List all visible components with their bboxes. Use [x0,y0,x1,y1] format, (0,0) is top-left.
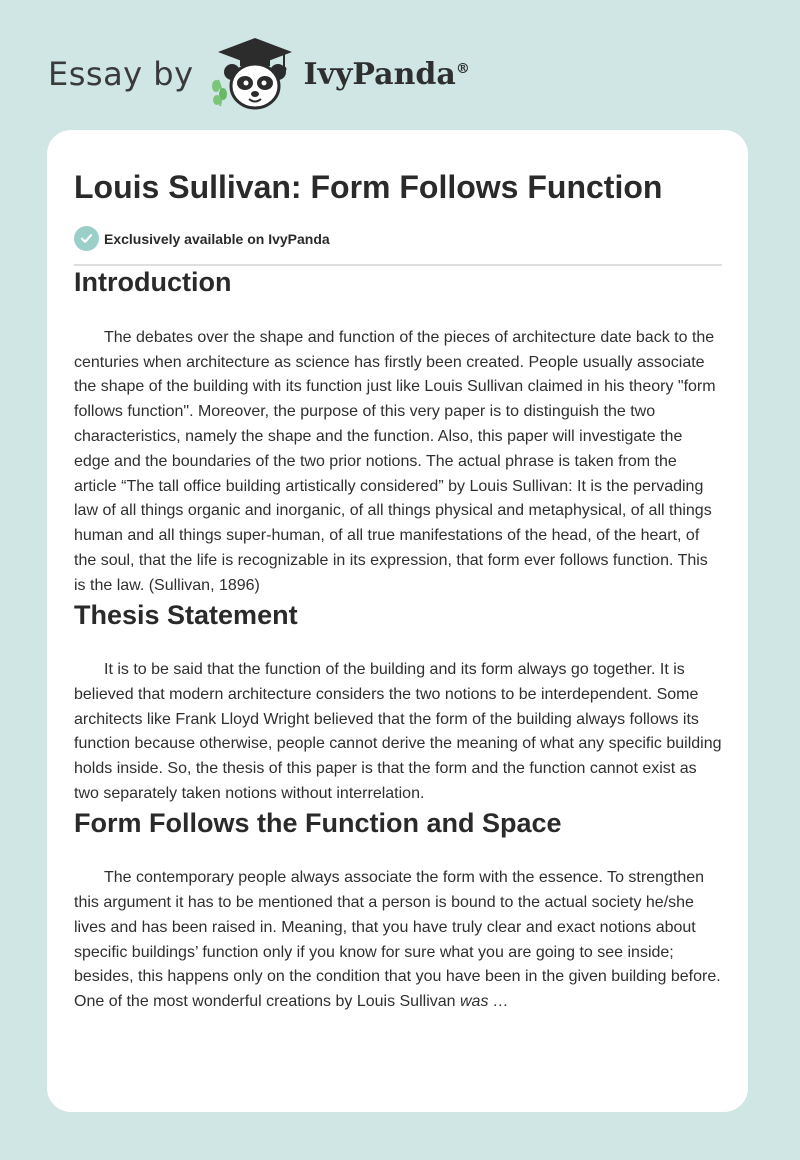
section-heading-introduction: Introduction [74,267,232,298]
page-title: Louis Sullivan: Form Follows Function [74,169,663,205]
section-heading-thesis-statement: Thesis Statement [74,599,298,630]
site-header [48,34,470,114]
section-body-thesis-statement: It is to be said that the function of the building and its form always go together. It is believed that modern architecture considers the two notions to be interdependent. Some architects like Frank Lloyd Wright believed that the form of the building always follows its function because otherwise, people cannot derive the meaning of what any specific building holds inside. So, the thesis of this paper is that the form and the function cannot exist as two separately taken notions without interrelation. [74,660,722,802]
essay-by-label: Essay by [48,55,194,93]
section-body-text: The contemporary people always associate the form with the essence. To strengthen this argument it has to be mentioned that a person is bound to the actual society he/she lives and has been raised in. Meaning, that you have truly clear and exact notions about specific buildings’ function only if you know for sure what you are going to see inside; besides, this happens only on the condition that you have been in the given building before. One of the most wonderful creations by Louis Sullivan [74,869,721,1011]
check-icon [74,226,99,251]
truncated-continuation: was … [459,993,509,1011]
section-body-form-follows-function [74,866,722,1015]
exclusive-label: Exclusively available on IvyPanda [104,230,330,247]
section-heading-form-follows-function: Form Follows the Function and Space [74,807,562,838]
panda-graduate-icon[interactable] [210,36,300,112]
exclusive-badge [74,226,722,251]
section-body-introduction: The debates over the shape and function of the pieces of architecture date back to the centuries when architecture as science has firstly been created. People usually associate the shape of the building with its function just like Louis Sullivan claimed in his theory "form follows function". Moreover, the purpose of this very paper is to distinguish the two characteristics, namely the shape and the function. Also, this paper will investigate the edge and the boundaries of the two prior notions. The actual phrase is taken from the article “The tall office building artistically considered” by Louis Sullivan: It is the pervading law of all things organic and inorganic, of all things physical and metaphysical, of all things human and all things super-human, of all true manifestations of the head, of the heart, of the soul, that the life is recognizable in its expression, that form ever follows function. This is the law. (Sullivan, 1896) [74,328,716,594]
brand-name-text: IvyPanda [303,56,456,92]
essay-card [47,130,748,1112]
registered-mark: ® [455,60,470,77]
brand-name[interactable] [304,57,470,92]
